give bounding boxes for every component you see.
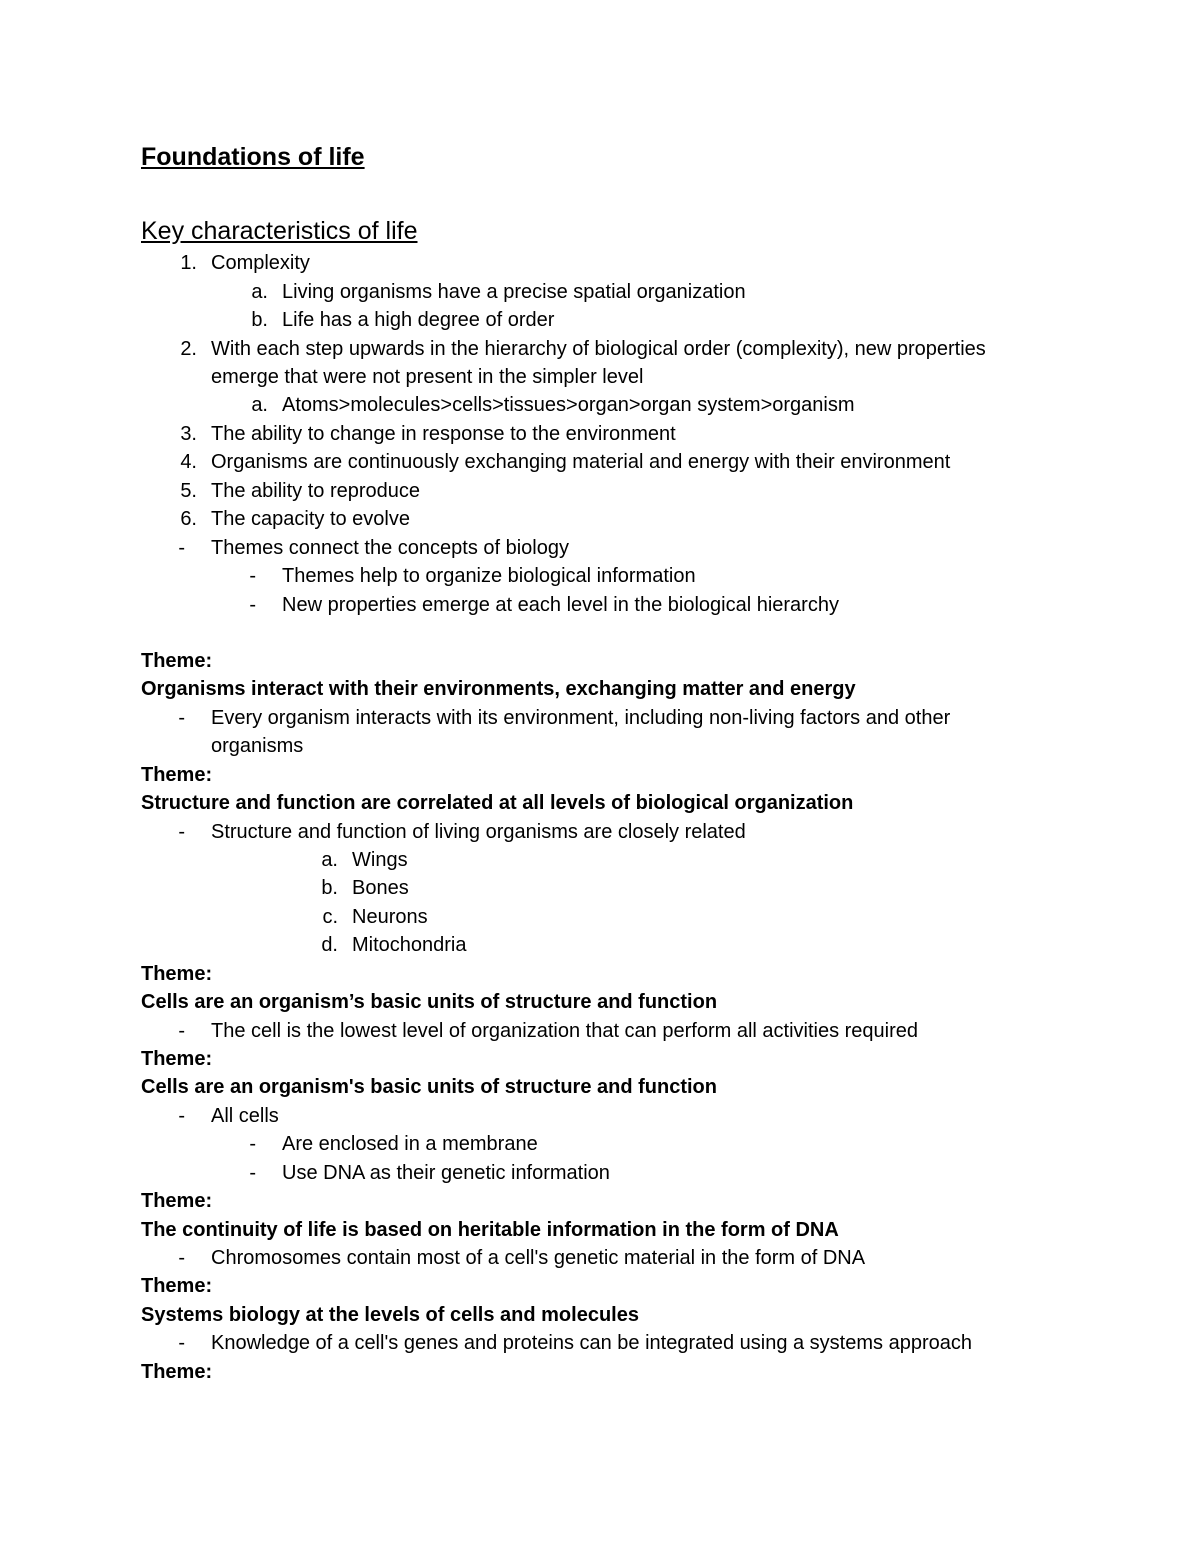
list-item: Life has a high degree of order <box>282 309 555 331</box>
list-marker: - <box>178 707 185 729</box>
theme-label: Theme: <box>141 1275 213 1297</box>
list-marker: d. <box>321 934 338 956</box>
list-marker: b. <box>321 877 338 899</box>
list-item: New properties emerge at each level in the biological hierarchy <box>282 594 839 616</box>
list-item: Complexity <box>211 252 310 274</box>
list-marker: a. <box>321 849 338 871</box>
list-marker: - <box>178 1105 185 1127</box>
list-marker: a. <box>251 394 268 416</box>
list-item: Are enclosed in a membrane <box>282 1133 538 1155</box>
list-item-continuation: emerge that were not present in the simpler level <box>211 366 644 388</box>
theme-bullet: The cell is the lowest level of organization that can perform all activities required <box>211 1020 919 1042</box>
list-item: Atoms>molecules>cells>tissues>organ>organ system>organism <box>282 394 855 416</box>
list-marker: - <box>249 1133 256 1155</box>
list-item: Use DNA as their genetic information <box>282 1162 610 1184</box>
list-marker: b. <box>251 309 268 331</box>
list-marker: - <box>178 1247 185 1269</box>
list-marker: 2. <box>180 338 197 360</box>
list-marker: a. <box>251 281 268 303</box>
list-item: Themes help to organize biological information <box>282 565 696 587</box>
theme-label: Theme: <box>141 963 213 985</box>
list-marker: 4. <box>180 451 197 473</box>
list-marker: c. <box>322 906 338 928</box>
theme-heading: Cells are an organism’s basic units of structure and function <box>141 991 718 1013</box>
theme-bullet: Chromosomes contain most of a cell's genetic material in the form of DNA <box>211 1247 866 1269</box>
list-item: Organisms are continuously exchanging material and energy with their environment <box>211 451 951 473</box>
list-marker: - <box>178 537 185 559</box>
section-heading: Key characteristics of life <box>141 217 418 245</box>
list-marker: - <box>249 1162 256 1184</box>
list-item: With each step upwards in the hierarchy of biological order (complexity), new properties <box>211 338 986 360</box>
list-marker: - <box>178 821 185 843</box>
list-marker: 6. <box>180 508 197 530</box>
theme-label: Theme: <box>141 1190 213 1212</box>
list-item: Wings <box>352 849 408 871</box>
theme-label: Theme: <box>141 1361 213 1383</box>
theme-bullet: Knowledge of a cell's genes and proteins can be integrated using a systems approach <box>211 1332 972 1354</box>
list-marker: 5. <box>180 480 197 502</box>
theme-bullet-continuation: organisms <box>211 735 304 757</box>
list-item: Neurons <box>352 906 428 928</box>
list-marker: - <box>178 1332 185 1354</box>
list-marker: - <box>249 594 256 616</box>
list-item: The ability to reproduce <box>211 480 421 502</box>
list-marker: - <box>249 565 256 587</box>
theme-label: Theme: <box>141 1048 213 1070</box>
document-title: Foundations of life <box>141 143 365 171</box>
theme-heading: Structure and function are correlated at all levels of biological organization <box>141 792 854 814</box>
list-item: The capacity to evolve <box>211 508 410 530</box>
theme-bullet: All cells <box>211 1105 279 1127</box>
theme-bullet: Every organism interacts with its environment, including non-living factors and other <box>211 707 951 729</box>
theme-label: Theme: <box>141 764 213 786</box>
list-marker: - <box>178 1020 185 1042</box>
list-marker: 3. <box>180 423 197 445</box>
theme-label: Theme: <box>141 650 213 672</box>
list-item: Mitochondria <box>352 934 467 956</box>
list-item: Themes connect the concepts of biology <box>211 537 569 559</box>
theme-heading: Systems biology at the levels of cells and molecules <box>141 1304 639 1326</box>
theme-heading: Cells are an organism's basic units of structure and function <box>141 1076 717 1098</box>
theme-heading: Organisms interact with their environments, exchanging matter and energy <box>141 678 856 700</box>
list-item: Living organisms have a precise spatial organization <box>282 281 746 303</box>
theme-heading: The continuity of life is based on heritable information in the form of DNA <box>141 1219 839 1241</box>
list-item: Bones <box>352 877 409 899</box>
list-marker: 1. <box>180 252 197 274</box>
list-item: The ability to change in response to the environment <box>211 423 676 445</box>
theme-bullet: Structure and function of living organisms are closely related <box>211 821 746 843</box>
